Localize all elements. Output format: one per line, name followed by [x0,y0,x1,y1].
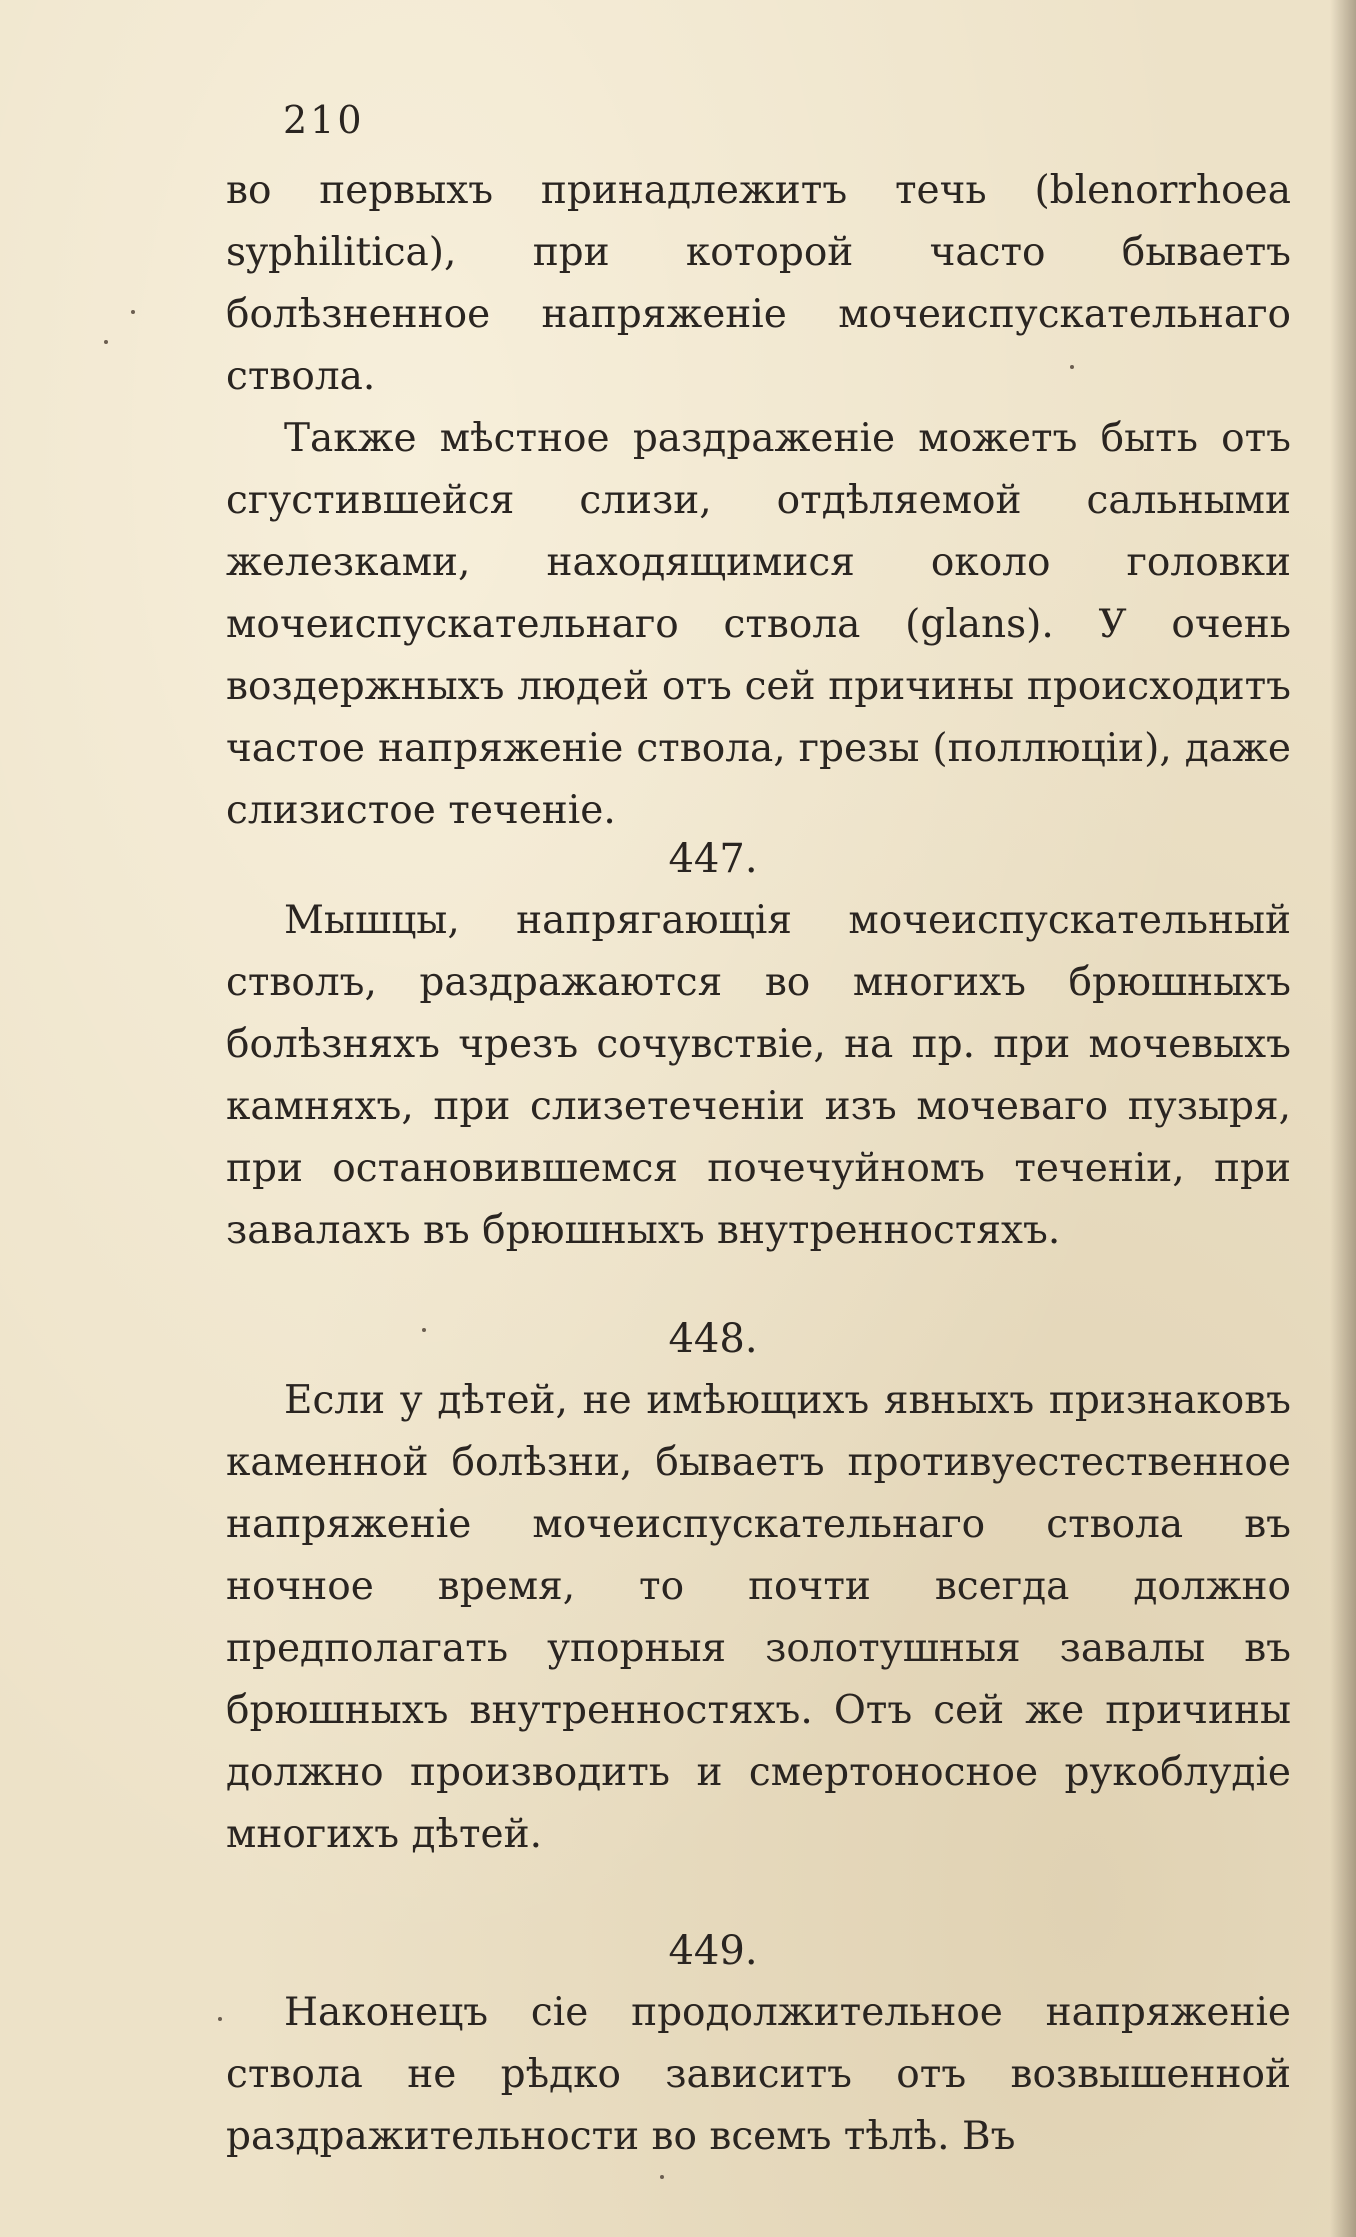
paper-speck [422,1328,426,1332]
paper-speck [1070,365,1074,369]
page-gutter-shadow [1330,0,1356,2237]
section-number-449: 449. [668,1928,758,1974]
section-number-447: 447. [668,836,758,882]
section-448-text [226,1370,1291,1866]
section-449-text [226,1982,1291,2168]
paper-speck [131,310,135,314]
paper-speck [104,340,108,344]
continuation-text [226,160,1291,842]
paragraph: во первыхъ принадлежитъ течь (blenorrhoea syphilitica), при которой часто бываетъ болѣзненное напряженіе мочеиспускательнаго ствола. [226,168,1291,399]
section-447-text [226,890,1291,1262]
paragraph: Если у дѣтей, не имѣющихъ явныхъ признаковъ каменной болѣзни, бываетъ противуестественное напряженіе мочеиспускательнаго ствола въ ночное время, то почти всегда должно предполагать упорныя золотушныя завалы въ брюшныхъ внутренностяхъ. Отъ сей же причины должно производить и смертоносное рукоблудіе многихъ дѣтей. [226,1378,1291,1857]
paragraph: Также мѣстное раздраженіе можетъ быть отъ сгустившейся слизи, отдѣляемой сальными железками, находящимися около головки мочеиспускательнаго ствола (glans). У очень воздержныхъ людей отъ сей причины происходитъ частое напряженіе ствола, грезы (поллюціи), даже слизистое теченіе. [226,416,1291,833]
page-number: 210 [283,98,365,142]
paper-speck [660,2175,664,2179]
section-number-448: 448. [668,1316,758,1362]
paragraph: Мышцы, напрягающія мочеиспускательный стволъ, раздражаются во многихъ брюшныхъ болѣзняхъ чрезъ сочувствіе, на пр. при мочевыхъ камняхъ, при слизетеченіи изъ мочеваго пузыря, при остановившемся почечуйномъ теченіи, при завалахъ въ брюшныхъ внутренностяхъ. [226,898,1291,1253]
paragraph: Наконецъ сіе продолжительное напряженіе ствола не рѣдко зависитъ отъ возвышенной раздражительности во всемъ тѣлѣ. Въ [226,1990,1291,2159]
paper-speck [218,2017,222,2021]
